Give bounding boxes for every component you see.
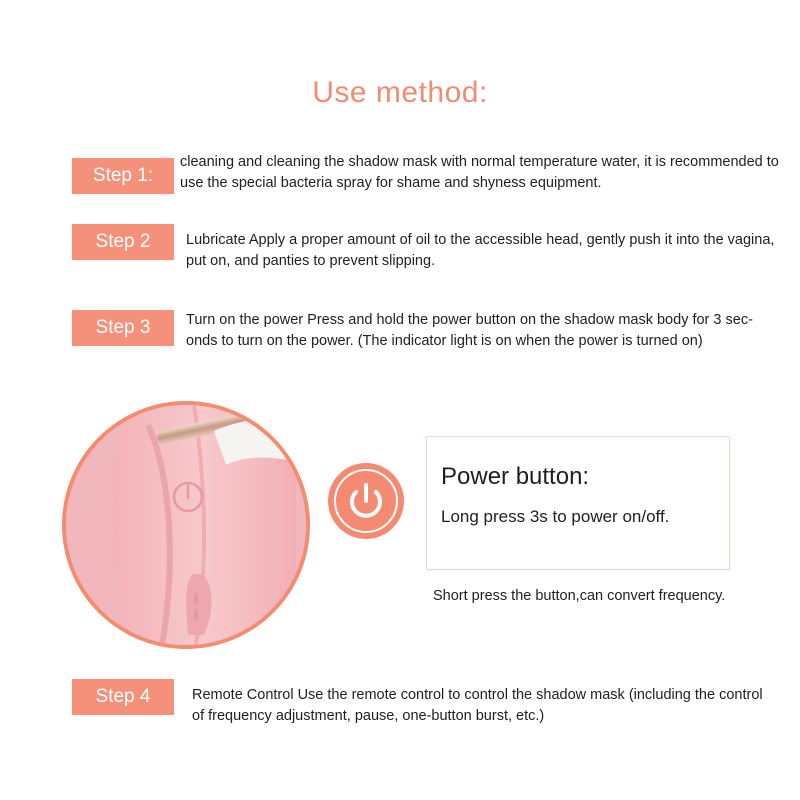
step-1-line-2: use the special bacteria spray for shame and shyness equipment. bbox=[180, 175, 602, 191]
step-2-line-2: put on, and panties to prevent slipping. bbox=[186, 253, 436, 269]
step-1-badge: Step 1: bbox=[72, 158, 174, 194]
step-2-badge: Step 2 bbox=[72, 224, 174, 260]
power-info-box bbox=[426, 436, 730, 570]
power-icon-circle bbox=[328, 463, 404, 539]
power-info-heading: Power button: bbox=[441, 463, 590, 490]
step-1-line-1: cleaning and cleaning the shadow mask with normal temperature water, it is recommended to bbox=[180, 154, 779, 170]
step-4-text bbox=[192, 685, 763, 727]
step-3-text bbox=[186, 310, 753, 352]
step-3-line-2: onds to turn on the power. (The indicator light is on when the power is turned on) bbox=[186, 333, 703, 349]
step-2-line-1: Lubricate Apply a proper amount of oil to the accessible head, gently push it into the vagina, bbox=[186, 232, 775, 248]
power-icon bbox=[328, 463, 404, 539]
step-4-badge: Step 4 bbox=[72, 679, 174, 715]
device-photo bbox=[66, 405, 306, 645]
step-3-badge: Step 3 bbox=[72, 310, 174, 346]
step-1-text bbox=[180, 152, 779, 194]
step-2-text bbox=[186, 230, 774, 272]
short-press-note: Short press the button,can convert frequency. bbox=[433, 588, 726, 604]
step-4-line-1: Remote Control Use the remote control to control the shadow mask (including the control bbox=[192, 687, 763, 703]
power-info-body: Long press 3s to power on/off. bbox=[441, 507, 670, 526]
step-3-line-1: Turn on the power Press and hold the power button on the shadow mask body for 3 sec- bbox=[186, 312, 753, 328]
step-4-line-2: of frequency adjustment, pause, one-button burst, etc.) bbox=[192, 708, 545, 724]
page-title: Use method: bbox=[312, 76, 488, 109]
device-illustration bbox=[66, 405, 306, 645]
